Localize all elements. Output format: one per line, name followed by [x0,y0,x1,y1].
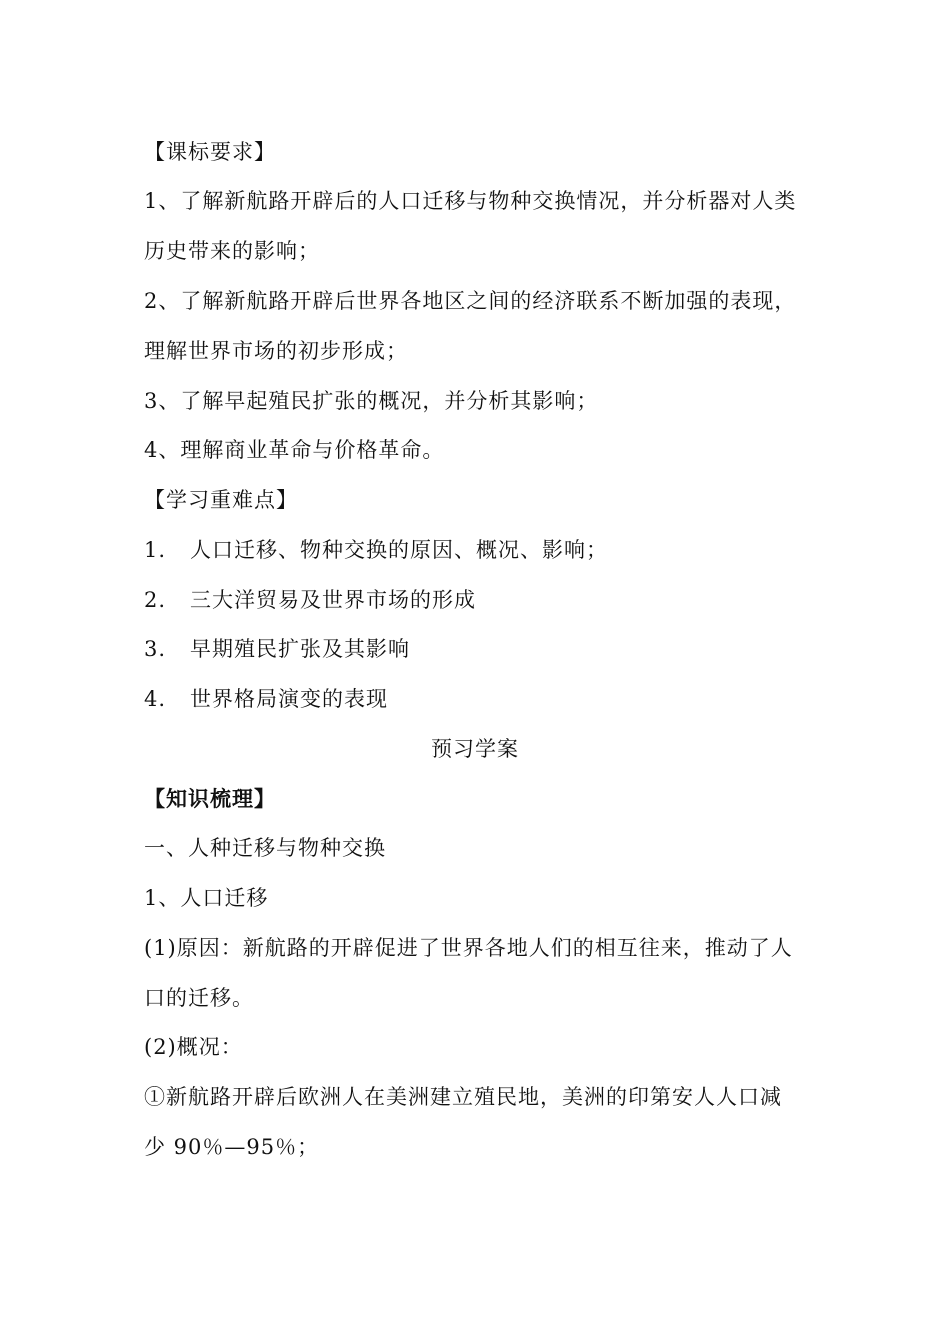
key-point-number: 1. [144,538,167,562]
standards-heading: 【课标要求】 [144,140,276,164]
key-point-item [144,536,608,564]
preview-line-1: 一、人种迁移与物种交换 [144,836,386,860]
standards-line-2: 历史带来的影响； [144,239,320,263]
preview-line-4: 口的迁移。 [144,986,254,1010]
key-point-number: 3. [144,637,167,661]
key-point-item [144,685,388,713]
key-point-item [144,586,476,614]
key-point-number: 4. [144,687,167,711]
preview-line-2: 1、人口迁移 [144,886,269,910]
standards-line-5: 3、了解早起殖民扩张的概况，并分析其影响； [144,389,599,413]
preview-line-3: (1)原因：新航路的开辟促进了世界各地人们的相互往来，推动了人 [144,936,793,960]
key-point-text: 世界格局演变的表现 [190,687,388,711]
key-point-text: 早期殖民扩张及其影响 [190,637,410,661]
standards-line-4: 理解世界市场的初步形成； [144,339,408,363]
section-title: 预习学案 [431,737,519,761]
preview-line-6: ①新航路开辟后欧洲人在美洲建立殖民地，美洲的印第安人人口减 [144,1085,782,1109]
standards-line-1: 1、了解新航路开辟后的人口迁移与物种交换情况，并分析器对人类 [144,189,797,213]
standards-line-3: 2、了解新航路开辟后世界各地区之间的经济联系不断加强的表现， [144,289,797,313]
key-point-number: 2. [144,588,167,612]
standards-line-6: 4、理解商业革命与价格革命。 [144,438,445,462]
preview-line-7: 少 90％—95％； [144,1135,320,1159]
preview-line-5: (2)概况： [144,1035,243,1059]
key-points-heading: 【学习重难点】 [144,488,298,512]
key-point-text: 三大洋贸易及世界市场的形成 [190,588,476,612]
key-point-item [144,635,410,663]
knowledge-heading: 【知识梳理】 [144,787,276,811]
key-point-text: 人口迁移、物种交换的原因、概况、影响； [190,538,608,562]
